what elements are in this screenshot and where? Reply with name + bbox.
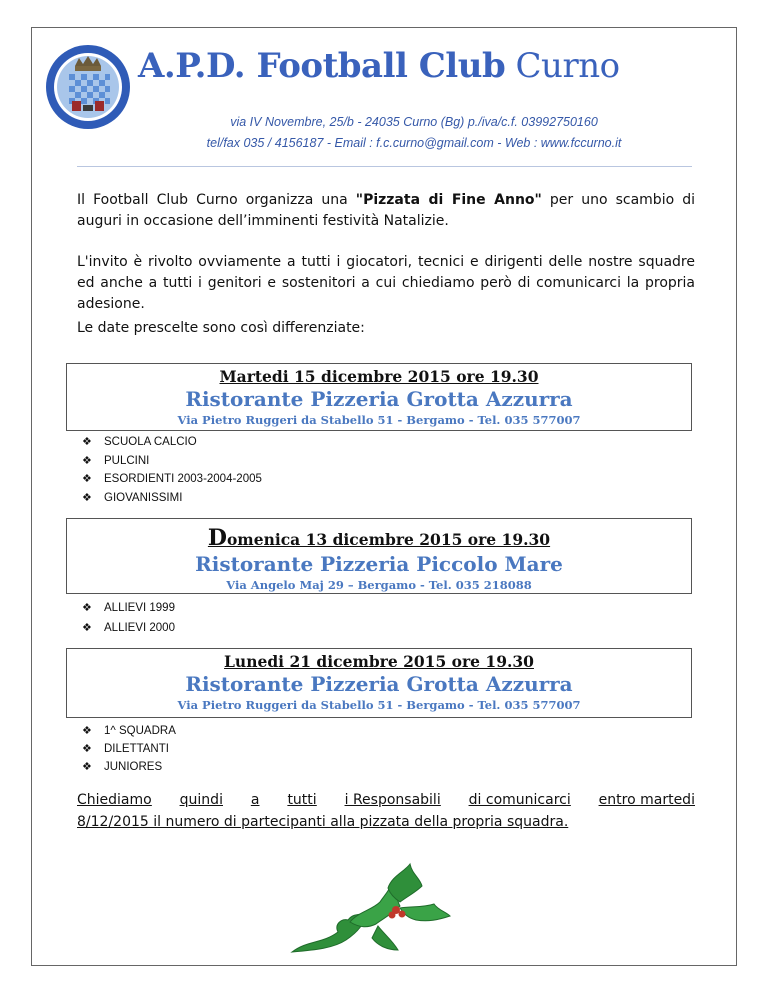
holly-leaf-icon bbox=[288, 862, 454, 956]
list-item bbox=[82, 618, 175, 638]
team-name: ALLIEVI 1999 bbox=[104, 602, 175, 614]
event-address: Via Pietro Ruggeri da Stabello 51 - Bergamo - Tel. 035 577007 bbox=[177, 698, 581, 712]
event-box-3 bbox=[66, 648, 692, 718]
team-name: 1^ SQUADRA bbox=[104, 725, 176, 737]
event-venue: Ristorante Pizzeria Grotta Azzurra bbox=[185, 672, 573, 696]
team-name: ALLIEVI 2000 bbox=[104, 622, 175, 634]
event-venue: Ristorante Pizzeria Piccolo Mare bbox=[195, 552, 563, 576]
team-list-2 bbox=[82, 598, 175, 638]
list-item bbox=[82, 470, 262, 489]
event-address: Via Angelo Maj 29 – Bergamo - Tel. 035 218088 bbox=[226, 578, 532, 592]
event-date-initial: D bbox=[207, 525, 227, 551]
diamond-bullet-icon: ❖ bbox=[82, 743, 92, 755]
list-item bbox=[82, 433, 262, 452]
closing-line-2: 8/12/2015 il numero di partecipanti alla pizzata della propria squadra. bbox=[77, 814, 569, 830]
team-list-1 bbox=[82, 433, 262, 507]
list-item bbox=[82, 452, 262, 471]
diamond-bullet-icon: ❖ bbox=[82, 602, 92, 614]
team-list-3 bbox=[82, 722, 176, 776]
team-name: PULCINI bbox=[104, 454, 150, 467]
diamond-bullet-icon: ❖ bbox=[82, 436, 92, 448]
closing-word: i Responsabili bbox=[344, 792, 441, 808]
team-name: JUNIORES bbox=[104, 761, 163, 773]
closing-paragraph bbox=[77, 789, 695, 833]
closing-word: entro martedi bbox=[598, 792, 695, 808]
intro-p1-text: Il Football Club Curno organizza una bbox=[77, 192, 356, 208]
diamond-bullet-icon: ❖ bbox=[82, 622, 92, 634]
closing-word: Chiediamo bbox=[77, 792, 152, 808]
diamond-bullet-icon: ❖ bbox=[82, 473, 92, 485]
closing-word: di comunicarci bbox=[468, 792, 571, 808]
intro-paragraph-2: L'invito è rivolto ovviamente a tutti i giocatori, tecnici e dirigenti delle nostre squadre ed anche a tutti i genitori e sostenitori a cui chiediamo però di comunicarci la propria adesione. bbox=[77, 254, 695, 312]
list-item bbox=[82, 722, 176, 740]
list-item bbox=[82, 740, 176, 758]
event-box-2 bbox=[66, 518, 692, 594]
event-box-1 bbox=[66, 363, 692, 431]
address-line-1: via IV Novembre, 25/b - 24035 Curno (Bg) p./iva/c.f. 03992750160 bbox=[230, 115, 598, 129]
event-date-rest: omenica 13 dicembre 2015 ore 19.30 bbox=[226, 530, 551, 549]
event-date bbox=[67, 525, 691, 551]
diamond-bullet-icon: ❖ bbox=[82, 725, 92, 737]
closing-word: a bbox=[250, 792, 260, 808]
club-title-bold: A.P.D. Football Club bbox=[138, 46, 506, 86]
intro-p1-rest: per uno scambio di auguri in occasione dell’imminenti festività Natalizie. bbox=[77, 192, 695, 229]
closing-word: quindi bbox=[179, 792, 223, 808]
diamond-bullet-icon: ❖ bbox=[82, 491, 92, 504]
club-title-light: Curno bbox=[515, 46, 620, 86]
event-address: Via Pietro Ruggeri da Stabello 51 - Bergamo - Tel. 035 577007 bbox=[177, 413, 581, 427]
team-name: GIOVANISSIMI bbox=[104, 491, 183, 504]
diamond-bullet-icon: ❖ bbox=[82, 761, 92, 773]
intro-paragraph-1 bbox=[77, 190, 695, 232]
list-item bbox=[82, 489, 262, 508]
closing-word: tutti bbox=[287, 792, 317, 808]
list-item bbox=[82, 598, 175, 618]
intro-paragraph-3: Le date prescelte sono così differenziate: bbox=[77, 320, 365, 336]
club-title bbox=[138, 46, 620, 86]
diamond-bullet-icon: ❖ bbox=[82, 454, 92, 467]
event-date: Lunedi 21 dicembre 2015 ore 19.30 bbox=[224, 652, 534, 671]
event-venue: Ristorante Pizzeria Grotta Azzurra bbox=[185, 387, 573, 411]
event-date: Martedi 15 dicembre 2015 ore 19.30 bbox=[219, 367, 539, 386]
header-divider bbox=[77, 166, 692, 167]
team-name: SCUOLA CALCIO bbox=[104, 436, 197, 448]
list-item bbox=[82, 758, 176, 776]
address-line-2: tel/fax 035 / 4156187 - Email : f.c.curno@gmail.com - Web : www.fccurno.it bbox=[206, 136, 622, 150]
closing-line-1 bbox=[77, 789, 695, 811]
event-name: "Pizzata di Fine Anno" bbox=[355, 192, 542, 208]
team-name: DILETTANTI bbox=[104, 743, 169, 755]
team-name: ESORDIENTI 2003-2004-2005 bbox=[104, 473, 262, 485]
